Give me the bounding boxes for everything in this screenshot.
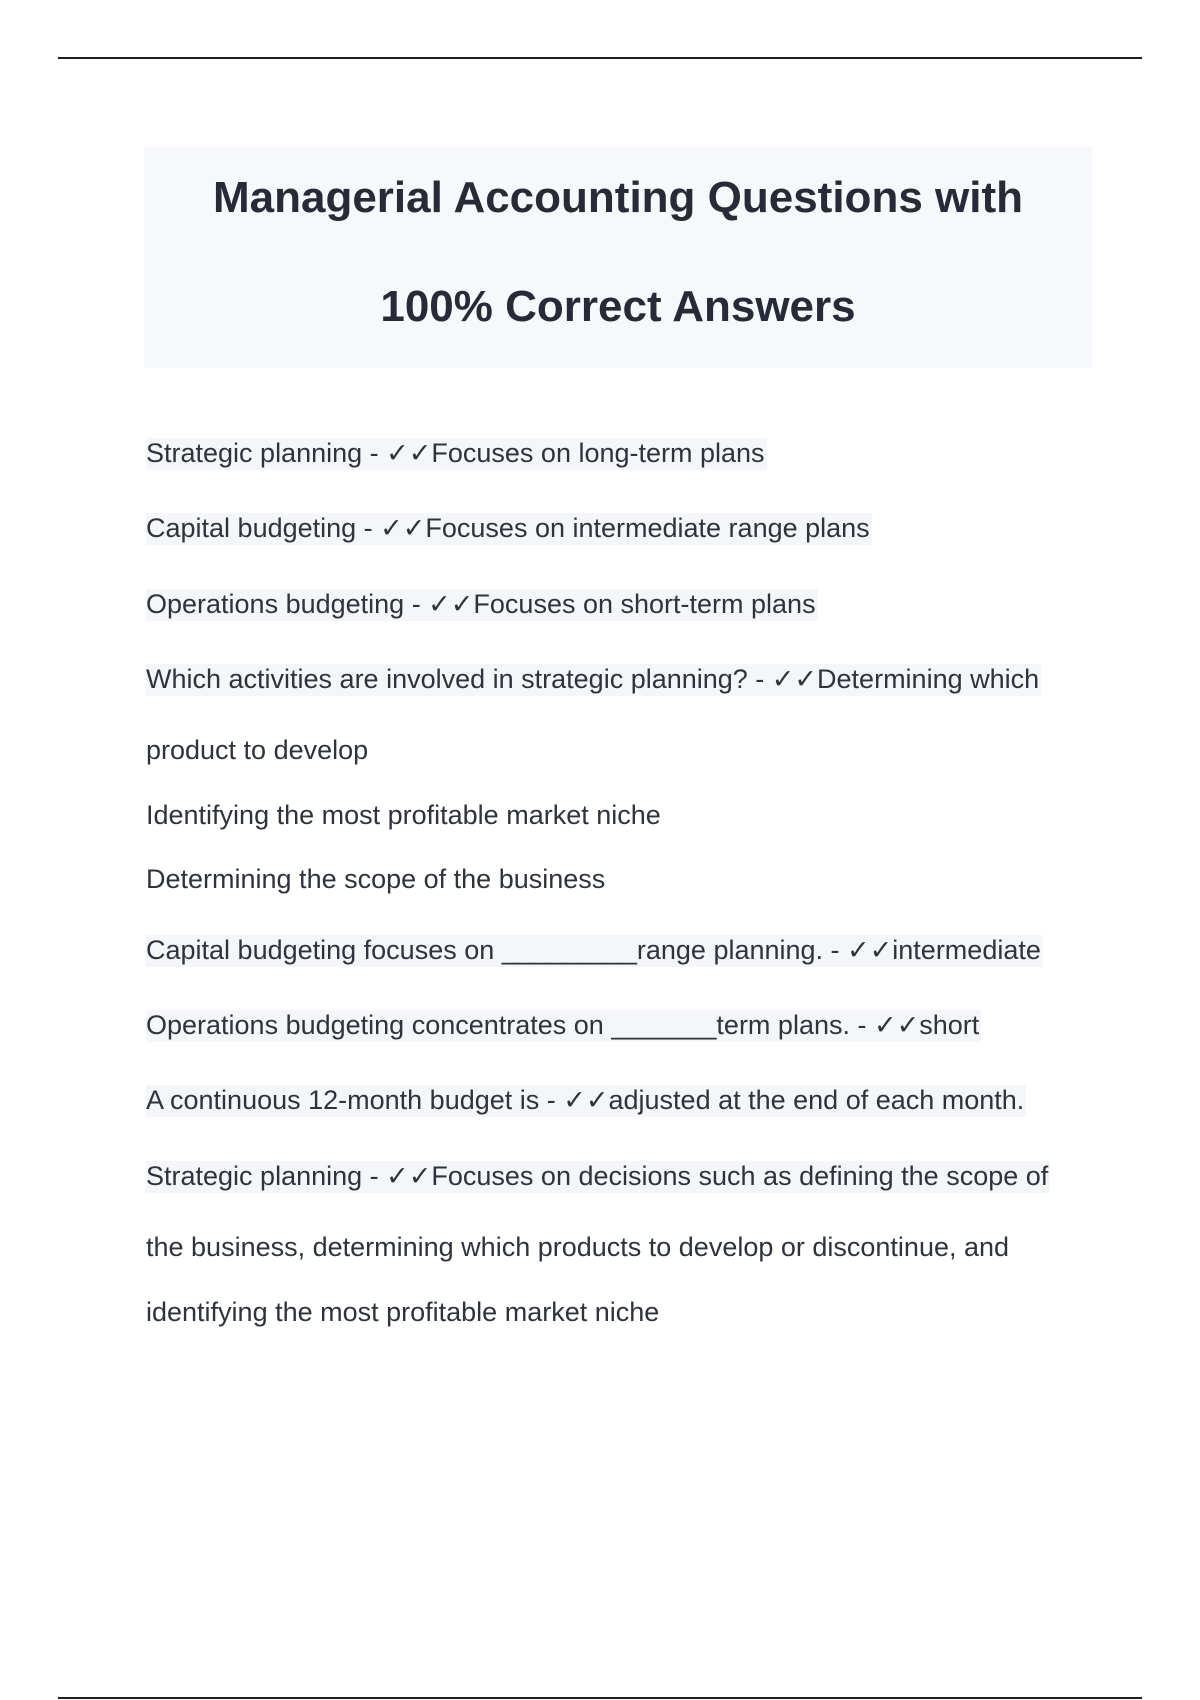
document-title-line-2: 100% Correct Answers: [380, 282, 856, 331]
document-title-line-1: Managerial Accounting Questions with: [212, 173, 1023, 222]
qa-line: Operations budgeting concentrates on _______term plans. - ✓✓short: [146, 1010, 980, 1040]
qa-line: the business, determining which products to develop or discontinue, and: [146, 1232, 1010, 1262]
qa-line: Which activities are involved in strategic planning? - ✓✓Determining which: [146, 664, 1040, 694]
qa-line: product to develop: [146, 735, 369, 765]
qa-line: Strategic planning - ✓✓Focuses on long-term plans: [146, 438, 765, 468]
top-rule: [58, 57, 1142, 59]
qa-line: Operations budgeting - ✓✓Focuses on short-term plans: [146, 589, 816, 619]
qa-line: Capital budgeting focuses on _________range planning. - ✓✓intermediate: [146, 935, 1041, 965]
qa-line: A continuous 12-month budget is - ✓✓adjusted at the end of each month.: [146, 1085, 1025, 1115]
qa-line: Identifying the most profitable market niche: [146, 800, 661, 830]
bottom-rule: [58, 1697, 1142, 1699]
qa-line: Determining the scope of the business: [146, 864, 606, 894]
qa-line: identifying the most profitable market niche: [146, 1297, 660, 1327]
title-box: [144, 146, 1092, 368]
qa-line: Strategic planning - ✓✓Focuses on decisions such as defining the scope of: [146, 1161, 1049, 1191]
qa-line: Capital budgeting - ✓✓Focuses on intermediate range plans: [146, 513, 870, 543]
